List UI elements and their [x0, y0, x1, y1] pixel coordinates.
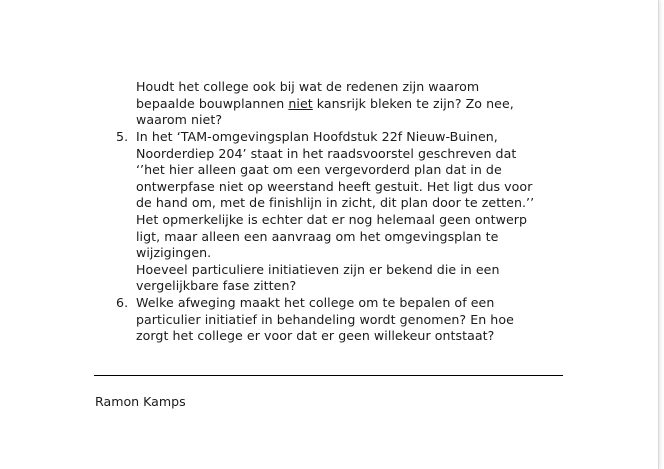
question-5	[136, 129, 576, 295]
question-5-line: Hoeveel particuliere initiatieven zijn er bekend die in een	[136, 261, 500, 277]
intro-line-2-post: kansrijk bleken te zijn? Zo nee,	[312, 95, 514, 111]
question-5-line: Noorderdiep 204’ staat in het raadsvoorstel geschreven dat	[136, 145, 517, 161]
question-5-line: In het ‘TAM-omgevingsplan Hoofdstuk 22f Nieuw-Buinen,	[136, 129, 498, 144]
question-6-line: zorgt het college er voor dat er geen willekeur ontstaat?	[136, 328, 495, 344]
question-5-line: ontwerpfase niet op weerstand heeft gestuit. Het ligt dus voor	[136, 178, 533, 194]
question-number-5: 5.	[116, 129, 129, 144]
question-5-line: vergelijkbare fase zitten?	[136, 278, 297, 294]
signature-divider	[94, 375, 563, 376]
question-5-line: de hand om, met de finishlijn in zicht, dit plan door te zetten.’’	[136, 195, 535, 211]
intro-line-2-pre: bepaalde bouwplannen	[136, 95, 289, 111]
intro-line-2	[136, 96, 576, 113]
question-5-line: Het opmerkelijke is echter dat er nog helemaal geen ontwerp	[136, 211, 528, 227]
question-number-6: 6.	[116, 295, 129, 310]
intro-line-1: Houdt het college ook bij wat de redenen zijn waarom	[136, 79, 480, 94]
question-6-line: Welke afweging maakt het college om te bepalen of een	[136, 295, 495, 310]
question-6-line: particulier initiatief in behandeling wordt genomen? En hoe	[136, 311, 514, 327]
question-5-line: ‘’het hier alleen gaat om een vergevorderd plan dat in de	[136, 162, 502, 178]
underlined-word: niet	[288, 95, 313, 111]
question-5-line: wijzigingen.	[136, 245, 212, 261]
question-6	[136, 295, 576, 345]
signature-name: Ramon Kamps	[95, 394, 186, 409]
intro-paragraph	[136, 79, 576, 129]
question-5-line: ligt, maar alleen een aanvraag om het omgevingsplan te	[136, 228, 499, 244]
intro-line-3: waarom niet?	[136, 112, 223, 128]
